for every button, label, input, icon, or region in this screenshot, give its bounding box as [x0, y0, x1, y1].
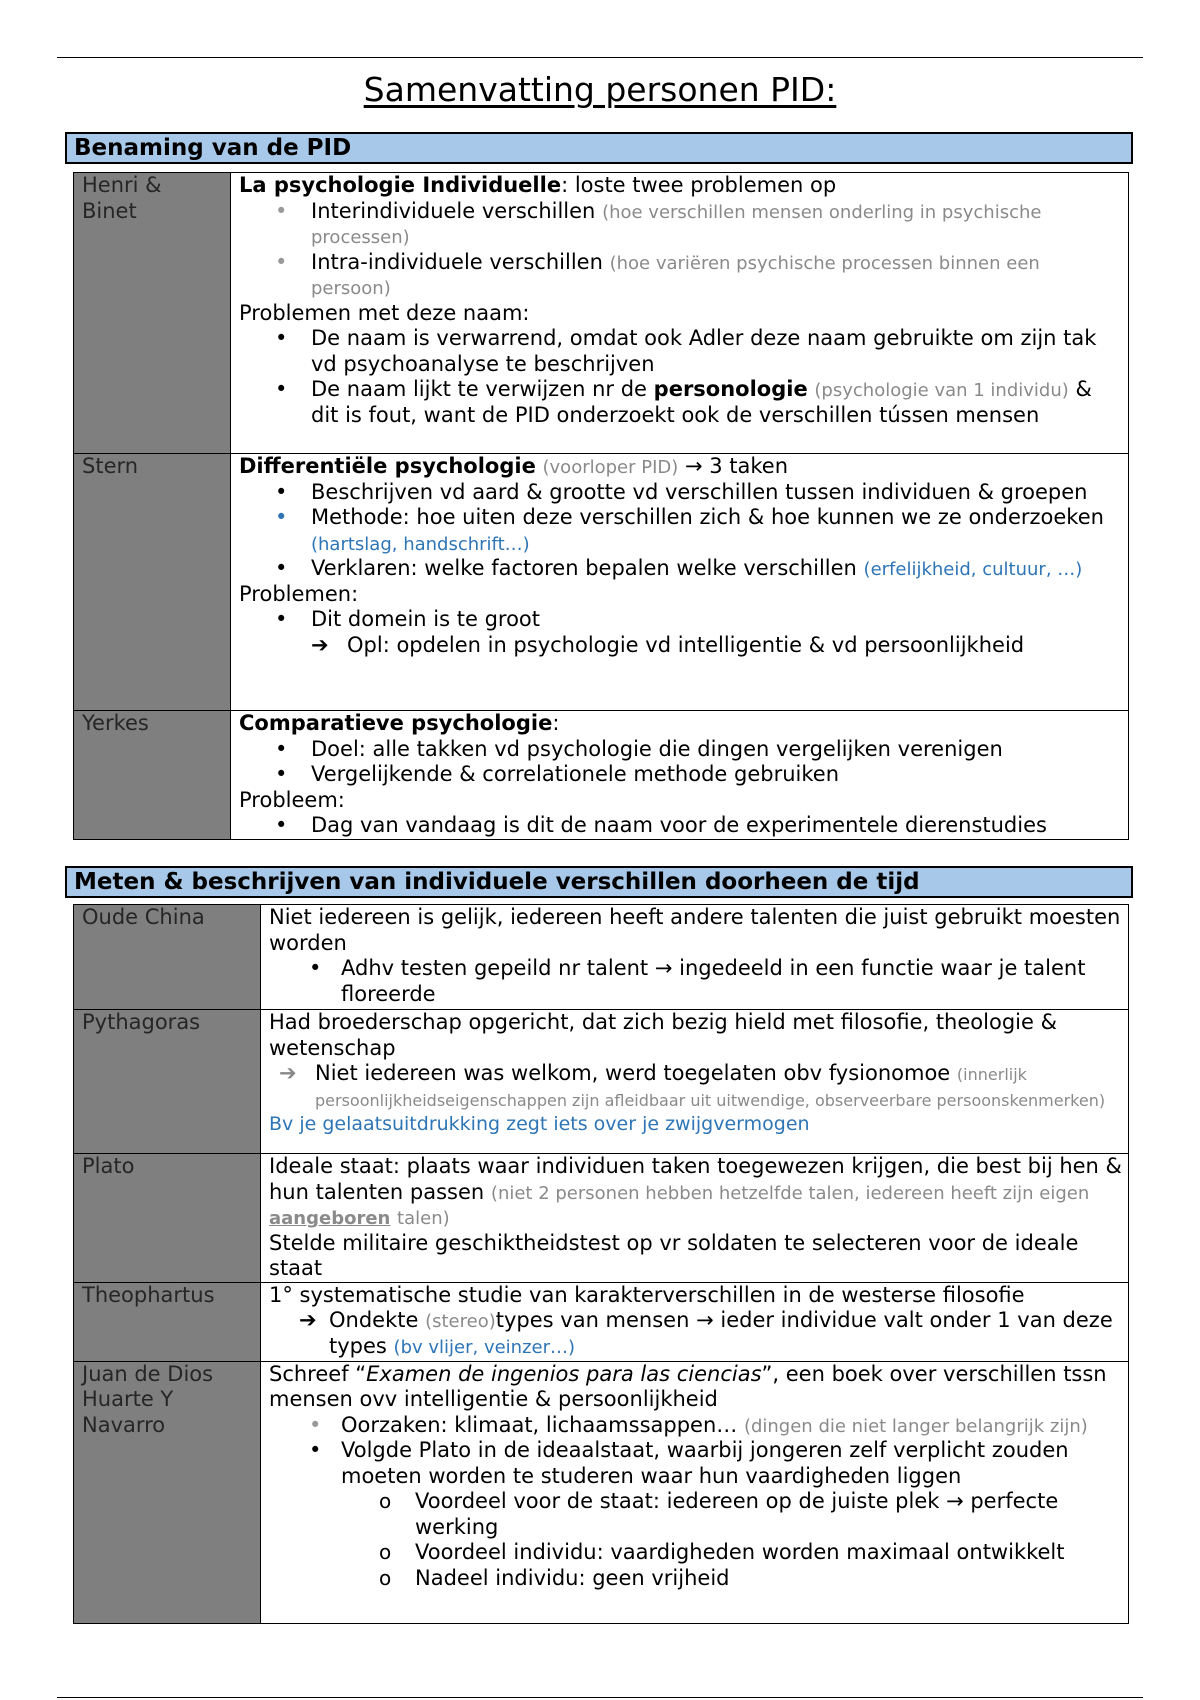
list-item: • De naam lijkt te verwijzen nr de personologie (psychologie van 1 individu) & dit is fout, want de PID onderzoekt ook de verschillen tússen mensen [275, 377, 1092, 427]
list-item: • Volgde Plato in de ideaalstaat, waarbij jongeren zelf verplicht zouden moeten worden te studeren waar hun vaardigheden liggen [309, 1438, 1069, 1488]
person-name: Juan de Dios Huarte Y Navarro [74, 1361, 261, 1623]
table-row [74, 173, 1129, 454]
section-heading-meten: Meten & beschrijven van individuele verschillen doorheen de tijd [65, 866, 1133, 898]
row-content: Schreef “Examen de ingenios para las ciencias”, een boek over verschillen tssn mensen ovv intelligentie & persoonlijkheid • Oorzaken: klimaat, lichaamssappen… (dingen die niet langer belangrijk zijn) • Volgde Plato in de ideaalstaat, waarbij jongeren zelf verplicht zouden moeten worden te studeren waar hun vaardigheden liggen o Voordeel voor de staat: iedereen op de juiste plek → perfecte werking o Voordeel individu: vaardigheden worden maximaal ontwikkelt o Nadeel individu: geen vrijheid [261, 1361, 1129, 1623]
list-item: • Adhv testen gepeild nr talent → ingedeeld in een functie waar je talent floreerde [309, 956, 1086, 1006]
problem-label: Probleem: [239, 787, 345, 812]
table-row [74, 1154, 1129, 1283]
bullet-list [239, 480, 1124, 582]
person-name: Oude China [74, 905, 261, 1010]
page-title: Samenvatting personen PID: [363, 70, 837, 109]
list-item: • De naam is verwarrend, omdat ook Adler deze naam gebruikte om zijn tak vd psychoanalyse te beschrijven [275, 326, 1097, 376]
list-item: • Doel: alle takken vd psychologie die dingen vergelijken verenigen [275, 736, 1003, 761]
list-item: o Voordeel individu: vaardigheden worden maximaal ontwikkelt [379, 1540, 1065, 1564]
person-name: Theophartus [74, 1282, 261, 1361]
row-text: Niet iedereen is gelijk, iedereen heeft andere talenten die juist gebruikt moesten worden [269, 905, 1121, 955]
bullet-list [239, 607, 1124, 633]
arrow-right-icon: ➔ [279, 1061, 297, 1085]
problems-label: Problemen met deze naam: [239, 300, 530, 325]
person-name: Pythagoras [74, 1010, 261, 1154]
arrow-right-icon: ➔ [299, 1308, 317, 1332]
person-name: Henri & Binet [74, 173, 231, 454]
bullet-list [269, 956, 1124, 1007]
table-row [74, 1361, 1129, 1623]
table-row [74, 711, 1129, 840]
concept-rest: : loste twee problemen op [561, 173, 837, 197]
person-name: Stern [74, 454, 231, 711]
arrow-right-icon: ➔ [311, 632, 329, 657]
row-content [261, 1010, 1129, 1154]
arrow-item: ➔ Ondekte (stereo)types van mensen → ieder individue valt onder 1 van deze types (bv vlijer, veinzer…) [299, 1308, 1113, 1358]
list-item: • Dag van vandaag is dit de naam voor de experimentele dierenstudies [275, 813, 1047, 837]
bullet-list [239, 813, 1124, 839]
list-item: • Oorzaken: klimaat, lichaamssappen… (dingen die niet langer belangrijk zijn) [309, 1412, 1088, 1437]
arrow-item: ➔ Opl: opdelen in psychologie vd intelligentie & vd persoonlijkheid [311, 632, 1025, 657]
bottom-rule [57, 1697, 1143, 1698]
row-text: 1° systematische studie van karakterverschillen in de westerse filosofie [269, 1282, 1025, 1307]
table-benaming [73, 172, 1129, 840]
row-content [261, 905, 1129, 1010]
table-row [74, 454, 1129, 711]
sub-list [269, 1489, 1124, 1591]
row-content: Differentiële psychologie (voorloper PID) → 3 taken • Beschrijven vd aard & grootte vd verschillen tussen individuen & groepen • Methode: hoe uiten deze verschillen zich & hoe kunnen we ze onderzoeken (hartslag, handschrift…) • Verklaren: welke factoren bepalen welke verschillen (erfelijkheid, cultuur, …) Problemen: • Dit domein is te groot ➔ Opl: opdelen in psychologie vd intelligentie & vd persoonlijkheid [231, 454, 1129, 711]
list-item: • Interindividuele verschillen (hoe verschillen mensen onderling in psychische processen) [275, 198, 1042, 248]
table-row [74, 1010, 1129, 1154]
row-text: Had broederschap opgericht, dat zich bezig hield met filosofie, theologie & wetenschap [269, 1010, 1057, 1060]
bullet-list [239, 199, 1124, 301]
list-item: o Voordeel voor de staat: iedereen op de juiste plek → perfecte werking [379, 1489, 1059, 1539]
row-content: Comparatieve psychologie: • Doel: alle takken vd psychologie die dingen vergelijken verenigen • Vergelijkende & correlationele methode gebruiken Probleem: • Dag van vandaag is dit de naam voor de experimentele dierenstudies [231, 711, 1129, 840]
example-text: Bv je gelaatsuitdrukking zegt iets over je zwijgvermogen [269, 1113, 810, 1135]
arrow-item: ➔ Niet iedereen was welkom, werd toegelaten obv fysionomoe (innerlijk persoonlijkheidseigenschappen zijn afleidbaar uit uitwendige, observeerbare persoonskenmerken) [279, 1061, 1106, 1110]
row-content: Ideale staat: plaats waar individuen taken toegewezen krijgen, die best bij hen & hun talenten passen (niet 2 personen hebben hetzelfde talen, iedereen heeft zijn eigen aangeboren talen) Stelde militaire geschiktheidstest op vr soldaten te selecteren voor de ideale staat [261, 1154, 1129, 1283]
row-text: Stelde militaire geschiktheidstest op vr soldaten te selecteren voor de ideale staat [269, 1230, 1079, 1280]
concept-title: Differentiële psychologie [239, 454, 536, 478]
row-content [261, 1282, 1129, 1361]
section-heading-benaming: Benaming van de PID [65, 132, 1133, 164]
person-name: Plato [74, 1154, 261, 1283]
table-row [74, 905, 1129, 1010]
bullet-list [239, 737, 1124, 788]
list-item: o Nadeel individu: geen vrijheid [379, 1565, 730, 1590]
list-item: • Methode: hoe uiten deze verschillen zich & hoe kunnen we ze onderzoeken (hartslag, handschrift…) [275, 505, 1104, 555]
table-meten [73, 904, 1129, 1624]
top-rule [57, 57, 1143, 58]
list-item: • Vergelijkende & correlationele methode gebruiken [275, 762, 840, 786]
concept-title: Comparatieve psychologie [239, 711, 553, 735]
concept-title: La psychologie Individuelle [239, 173, 562, 197]
list-item: • Intra-individuele verschillen (hoe variëren psychische processen binnen een persoon) [275, 249, 1040, 299]
person-name: Yerkes [74, 711, 231, 840]
bullet-list [269, 1413, 1124, 1490]
table-row [74, 1282, 1129, 1361]
list-item: • Beschrijven vd aard & grootte vd verschillen tussen individuen & groepen [275, 479, 1088, 504]
list-item: • Dit domein is te groot [275, 607, 541, 631]
bullet-list [239, 326, 1124, 428]
row-content [231, 173, 1129, 454]
problems-label: Problemen: [239, 581, 359, 606]
list-item: • Verklaren: welke factoren bepalen welke verschillen (erfelijkheid, cultuur, …) [275, 556, 1083, 580]
